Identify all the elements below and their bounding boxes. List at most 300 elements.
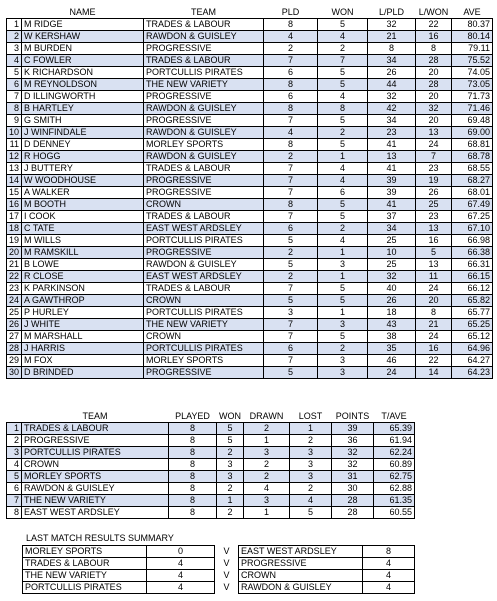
player-name-cell: K RICHARDSON — [22, 67, 144, 79]
average-cell: 66.15 — [452, 271, 493, 283]
player-name-cell: M FOX — [22, 355, 144, 367]
won-cell: 4 — [318, 175, 368, 187]
legs-played-cell: 37 — [368, 211, 416, 223]
rank-cell: 29 — [7, 355, 22, 367]
legs-won-cell: 19 — [416, 175, 452, 187]
lost-cell: 2 — [290, 483, 332, 495]
player-row — [7, 139, 493, 151]
played-cell: 5 — [264, 235, 318, 247]
legs-played-cell: 41 — [368, 139, 416, 151]
points-cell: 32 — [332, 447, 374, 459]
rank-cell: 1 — [7, 423, 22, 435]
won-cell: 5 — [217, 423, 244, 435]
player-name-cell: B HARTLEY — [22, 103, 144, 115]
lost-cell: 4 — [290, 495, 332, 507]
average-cell: 66.98 — [452, 235, 493, 247]
player-name-cell: K PARKINSON — [22, 283, 144, 295]
legs-played-cell: 34 — [368, 55, 416, 67]
played-cell: 5 — [264, 367, 318, 379]
average-cell: 67.25 — [452, 211, 493, 223]
player-team-cell: PROGRESSIVE — [144, 367, 264, 379]
player-name-cell: D ILLINGWORTH — [22, 91, 144, 103]
home-team-cell: TRADES & LABOUR — [23, 558, 147, 570]
legs-won-cell: 26 — [416, 187, 452, 199]
legs-won-cell: 20 — [416, 67, 452, 79]
player-team-cell: RAWDON & GUISLEY — [144, 127, 264, 139]
rank-cell: 5 — [7, 67, 22, 79]
rank-cell: 4 — [7, 459, 22, 471]
played-cell: 8 — [169, 459, 217, 471]
header-lwon: L/WON — [416, 6, 452, 19]
points-cell: 36 — [332, 435, 374, 447]
away-team-cell: RAWDON & GUISLEY — [239, 582, 363, 594]
rank-cell: 19 — [7, 235, 22, 247]
average-cell: 67.10 — [452, 223, 493, 235]
team-average-cell: 60.55 — [374, 507, 415, 519]
won-cell: 5 — [318, 211, 368, 223]
drawn-cell: 3 — [244, 447, 290, 459]
legs-won-cell: 25 — [416, 199, 452, 211]
team-average-cell: 65.39 — [374, 423, 415, 435]
lost-cell: 1 — [290, 423, 332, 435]
player-team-cell: CROWN — [144, 295, 264, 307]
away-score-cell: 4 — [363, 582, 415, 594]
won-cell: 6 — [318, 187, 368, 199]
rank-cell: 13 — [7, 163, 22, 175]
versus-cell: V — [215, 582, 239, 594]
player-team-cell: PORTCULLIS PIRATES — [144, 67, 264, 79]
team-average-cell: 61.94 — [374, 435, 415, 447]
legs-played-cell: 10 — [368, 247, 416, 259]
won-cell: 5 — [217, 435, 244, 447]
team-row — [7, 483, 415, 495]
player-team-cell: TRADES & LABOUR — [144, 163, 264, 175]
played-cell: 8 — [169, 435, 217, 447]
legs-won-cell: 28 — [416, 55, 452, 67]
rank-cell: 18 — [7, 223, 22, 235]
player-team-cell: THE NEW VARIETY — [144, 319, 264, 331]
header-played: PLAYED — [169, 410, 217, 423]
player-row — [7, 235, 493, 247]
lost-cell: 3 — [290, 471, 332, 483]
average-cell: 73.05 — [452, 79, 493, 91]
drawn-cell: 2 — [244, 423, 290, 435]
player-team-cell: TRADES & LABOUR — [144, 283, 264, 295]
rank-cell: 17 — [7, 211, 22, 223]
average-cell: 67.49 — [452, 199, 493, 211]
player-row — [7, 127, 493, 139]
result-row — [23, 558, 415, 570]
player-row — [7, 115, 493, 127]
home-team-cell: THE NEW VARIETY — [23, 570, 147, 582]
header-points: POINTS — [332, 410, 374, 423]
team-name-cell: MORLEY SPORTS — [22, 471, 169, 483]
average-cell: 65.12 — [452, 331, 493, 343]
played-cell: 4 — [264, 31, 318, 43]
player-team-cell: PROGRESSIVE — [144, 247, 264, 259]
legs-played-cell: 24 — [368, 367, 416, 379]
played-cell: 8 — [169, 447, 217, 459]
legs-won-cell: 13 — [416, 127, 452, 139]
player-row — [7, 55, 493, 67]
versus-cell: V — [215, 570, 239, 582]
won-cell: 1 — [318, 247, 368, 259]
won-cell: 5 — [318, 79, 368, 91]
home-team-cell: PORTCULLIS PIRATES — [23, 582, 147, 594]
team-average-cell: 60.89 — [374, 459, 415, 471]
played-cell: 7 — [264, 55, 318, 67]
average-cell: 64.23 — [452, 367, 493, 379]
legs-won-cell: 8 — [416, 43, 452, 55]
played-cell: 6 — [264, 343, 318, 355]
rank-cell: 9 — [7, 115, 22, 127]
header-ave: AVE — [452, 6, 493, 19]
header-team: TEAM — [144, 6, 264, 19]
team-name-cell: TRADES & LABOUR — [22, 423, 169, 435]
away-team-cell: EAST WEST ARDSLEY — [239, 546, 363, 558]
team-name-cell: RAWDON & GUISLEY — [22, 483, 169, 495]
player-name-cell: B LOWE — [22, 259, 144, 271]
legs-won-cell: 22 — [416, 19, 452, 31]
rank-cell: 15 — [7, 187, 22, 199]
player-averages-table — [6, 6, 493, 379]
legs-played-cell: 41 — [368, 163, 416, 175]
player-row — [7, 175, 493, 187]
legs-played-cell: 18 — [368, 307, 416, 319]
player-row — [7, 355, 493, 367]
rank-cell: 11 — [7, 139, 22, 151]
player-team-cell: CROWN — [144, 199, 264, 211]
legs-won-cell: 32 — [416, 103, 452, 115]
player-name-cell: I COOK — [22, 211, 144, 223]
header-drawn: DRAWN — [244, 410, 290, 423]
player-name-cell: A GAWTHROP — [22, 295, 144, 307]
rank-cell: 4 — [7, 55, 22, 67]
played-cell: 8 — [264, 103, 318, 115]
team-row — [7, 471, 415, 483]
away-team-cell: CROWN — [239, 570, 363, 582]
player-name-cell: M BURDEN — [22, 43, 144, 55]
lost-cell: 3 — [290, 447, 332, 459]
played-cell: 7 — [264, 211, 318, 223]
points-cell: 28 — [332, 495, 374, 507]
legs-won-cell: 16 — [416, 343, 452, 355]
header-won: WON — [217, 410, 244, 423]
played-cell: 4 — [264, 127, 318, 139]
average-cell: 69.48 — [452, 115, 493, 127]
rank-cell: 20 — [7, 247, 22, 259]
player-name-cell: M RIDGE — [22, 19, 144, 31]
drawn-cell: 2 — [244, 471, 290, 483]
legs-played-cell: 26 — [368, 295, 416, 307]
player-team-cell: PORTCULLIS PIRATES — [144, 343, 264, 355]
points-cell: 31 — [332, 471, 374, 483]
won-cell: 5 — [318, 67, 368, 79]
team-row — [7, 435, 415, 447]
away-team-cell: PROGRESSIVE — [239, 558, 363, 570]
drawn-cell: 1 — [244, 507, 290, 519]
player-row — [7, 247, 493, 259]
legs-played-cell: 26 — [368, 67, 416, 79]
played-cell: 8 — [264, 199, 318, 211]
player-row — [7, 259, 493, 271]
legs-played-cell: 42 — [368, 103, 416, 115]
rank-cell: 27 — [7, 331, 22, 343]
result-row — [23, 570, 415, 582]
points-cell: 39 — [332, 423, 374, 435]
won-cell: 4 — [318, 163, 368, 175]
player-team-cell: RAWDON & GUISLEY — [144, 151, 264, 163]
points-cell: 28 — [332, 507, 374, 519]
won-cell: 2 — [318, 127, 368, 139]
last-match-results-table — [22, 545, 415, 594]
lost-cell: 5 — [290, 507, 332, 519]
player-row — [7, 43, 493, 55]
versus-cell: V — [215, 558, 239, 570]
legs-played-cell: 13 — [368, 151, 416, 163]
played-cell: 5 — [264, 295, 318, 307]
team-average-cell: 62.24 — [374, 447, 415, 459]
player-table-header — [7, 6, 493, 19]
played-cell: 8 — [169, 471, 217, 483]
player-row — [7, 223, 493, 235]
player-name-cell: D DENNEY — [22, 139, 144, 151]
drawn-cell: 2 — [244, 459, 290, 471]
played-cell: 2 — [264, 151, 318, 163]
won-cell: 2 — [318, 223, 368, 235]
legs-won-cell: 11 — [416, 271, 452, 283]
played-cell: 3 — [264, 307, 318, 319]
average-cell: 79.11 — [452, 43, 493, 55]
played-cell: 7 — [264, 115, 318, 127]
rank-cell: 2 — [7, 31, 22, 43]
home-score-cell: 4 — [147, 582, 215, 594]
points-cell: 32 — [332, 459, 374, 471]
team-standings-table — [6, 410, 415, 519]
player-row — [7, 319, 493, 331]
won-cell: 3 — [318, 259, 368, 271]
played-cell: 5 — [264, 259, 318, 271]
player-name-cell: J BUTTERY — [22, 163, 144, 175]
player-row — [7, 31, 493, 43]
player-name-cell: M WILLS — [22, 235, 144, 247]
legs-played-cell: 32 — [368, 91, 416, 103]
average-cell: 64.96 — [452, 343, 493, 355]
average-cell: 71.73 — [452, 91, 493, 103]
average-cell: 74.05 — [452, 67, 493, 79]
played-cell: 6 — [264, 67, 318, 79]
average-cell: 80.14 — [452, 31, 493, 43]
played-cell: 8 — [169, 495, 217, 507]
average-cell: 66.12 — [452, 283, 493, 295]
header-tave: T/AVE — [374, 410, 415, 423]
rank-cell: 23 — [7, 283, 22, 295]
won-cell: 8 — [318, 103, 368, 115]
legs-played-cell: 32 — [368, 271, 416, 283]
player-name-cell: W WOODHOUSE — [22, 175, 144, 187]
drawn-cell: 1 — [244, 435, 290, 447]
won-cell: 5 — [318, 199, 368, 211]
legs-played-cell: 39 — [368, 175, 416, 187]
rank-cell: 28 — [7, 343, 22, 355]
won-cell: 3 — [217, 471, 244, 483]
player-name-cell: D BRINDED — [22, 367, 144, 379]
team-table-header — [7, 410, 415, 423]
rank-cell: 12 — [7, 151, 22, 163]
legs-won-cell: 22 — [416, 355, 452, 367]
player-row — [7, 367, 493, 379]
average-cell: 66.38 — [452, 247, 493, 259]
team-row — [7, 447, 415, 459]
player-team-cell: MORLEY SPORTS — [144, 355, 264, 367]
legs-played-cell: 41 — [368, 199, 416, 211]
results-summary-title: LAST MATCH RESULTS SUMMARY — [26, 533, 174, 543]
won-cell: 4 — [318, 31, 368, 43]
rank-cell: 21 — [7, 259, 22, 271]
player-team-cell: RAWDON & GUISLEY — [144, 259, 264, 271]
won-cell: 5 — [318, 283, 368, 295]
player-name-cell: J HARRIS — [22, 343, 144, 355]
player-row — [7, 103, 493, 115]
played-cell: 7 — [264, 175, 318, 187]
player-row — [7, 331, 493, 343]
player-row — [7, 343, 493, 355]
player-team-cell: PROGRESSIVE — [144, 175, 264, 187]
legs-played-cell: 46 — [368, 355, 416, 367]
player-team-cell: THE NEW VARIETY — [144, 79, 264, 91]
lost-cell: 2 — [290, 435, 332, 447]
player-team-cell: PORTCULLIS PIRATES — [144, 235, 264, 247]
team-average-cell: 61.35 — [374, 495, 415, 507]
player-row — [7, 307, 493, 319]
player-row — [7, 79, 493, 91]
team-row — [7, 459, 415, 471]
player-row — [7, 163, 493, 175]
player-row — [7, 283, 493, 295]
legs-won-cell: 16 — [416, 235, 452, 247]
average-cell: 68.01 — [452, 187, 493, 199]
won-cell: 1 — [318, 151, 368, 163]
average-cell: 66.31 — [452, 259, 493, 271]
player-row — [7, 295, 493, 307]
won-cell: 5 — [318, 115, 368, 127]
result-row — [23, 582, 415, 594]
played-cell: 8 — [264, 19, 318, 31]
won-cell: 1 — [217, 495, 244, 507]
played-cell: 6 — [264, 223, 318, 235]
player-team-cell: PROGRESSIVE — [144, 91, 264, 103]
player-row — [7, 19, 493, 31]
played-cell: 7 — [264, 187, 318, 199]
legs-won-cell: 13 — [416, 259, 452, 271]
header-lpld: L/PLD — [368, 6, 416, 19]
player-name-cell: J WINFINDALE — [22, 127, 144, 139]
rank-cell: 22 — [7, 271, 22, 283]
legs-played-cell: 8 — [368, 43, 416, 55]
player-team-cell: EAST WEST ARDSLEY — [144, 271, 264, 283]
player-name-cell: M MARSHALL — [22, 331, 144, 343]
player-row — [7, 91, 493, 103]
won-cell: 3 — [318, 355, 368, 367]
player-team-cell: EAST WEST ARDSLEY — [144, 223, 264, 235]
won-cell: 2 — [217, 447, 244, 459]
played-cell: 7 — [264, 283, 318, 295]
player-name-cell: G SMITH — [22, 115, 144, 127]
won-cell: 2 — [318, 343, 368, 355]
average-cell: 65.77 — [452, 307, 493, 319]
played-cell: 2 — [264, 271, 318, 283]
legs-played-cell: 40 — [368, 283, 416, 295]
legs-played-cell: 25 — [368, 235, 416, 247]
legs-won-cell: 7 — [416, 151, 452, 163]
average-cell: 69.00 — [452, 127, 493, 139]
header-won: WON — [318, 6, 368, 19]
won-cell: 3 — [217, 459, 244, 471]
player-team-cell: RAWDON & GUISLEY — [144, 103, 264, 115]
team-name-cell: PROGRESSIVE — [22, 435, 169, 447]
lost-cell: 3 — [290, 459, 332, 471]
played-cell: 8 — [169, 483, 217, 495]
header-pld: PLD — [264, 6, 318, 19]
legs-won-cell: 8 — [416, 307, 452, 319]
played-cell: 7 — [264, 355, 318, 367]
player-name-cell: M RAMSKILL — [22, 247, 144, 259]
played-cell: 8 — [264, 79, 318, 91]
won-cell: 5 — [318, 139, 368, 151]
won-cell: 4 — [318, 235, 368, 247]
won-cell: 3 — [318, 319, 368, 331]
played-cell: 7 — [264, 319, 318, 331]
rank-cell: 2 — [7, 435, 22, 447]
average-cell: 65.82 — [452, 295, 493, 307]
rank-cell: 7 — [7, 91, 22, 103]
player-row — [7, 211, 493, 223]
away-score-cell: 4 — [363, 570, 415, 582]
rank-cell: 10 — [7, 127, 22, 139]
header-name: NAME — [22, 6, 144, 19]
rank-cell: 25 — [7, 307, 22, 319]
legs-played-cell: 43 — [368, 319, 416, 331]
played-cell: 8 — [169, 507, 217, 519]
team-row — [7, 495, 415, 507]
legs-played-cell: 25 — [368, 259, 416, 271]
player-row — [7, 187, 493, 199]
player-team-cell: MORLEY SPORTS — [144, 139, 264, 151]
legs-played-cell: 39 — [368, 187, 416, 199]
won-cell: 2 — [217, 483, 244, 495]
player-name-cell: C FOWLER — [22, 55, 144, 67]
legs-played-cell: 44 — [368, 79, 416, 91]
won-cell: 4 — [318, 91, 368, 103]
player-team-cell: PORTCULLIS PIRATES — [144, 307, 264, 319]
result-row — [23, 546, 415, 558]
won-cell: 5 — [318, 295, 368, 307]
home-score-cell: 0 — [147, 546, 215, 558]
legs-played-cell: 34 — [368, 223, 416, 235]
legs-won-cell: 24 — [416, 139, 452, 151]
won-cell: 2 — [217, 507, 244, 519]
player-team-cell: PROGRESSIVE — [144, 187, 264, 199]
rank-cell: 6 — [7, 483, 22, 495]
legs-won-cell: 13 — [416, 223, 452, 235]
average-cell: 68.81 — [452, 139, 493, 151]
played-cell: 6 — [264, 91, 318, 103]
player-team-cell: TRADES & LABOUR — [144, 19, 264, 31]
won-cell: 1 — [318, 271, 368, 283]
rank-cell: 3 — [7, 447, 22, 459]
team-row — [7, 423, 415, 435]
legs-won-cell: 21 — [416, 319, 452, 331]
